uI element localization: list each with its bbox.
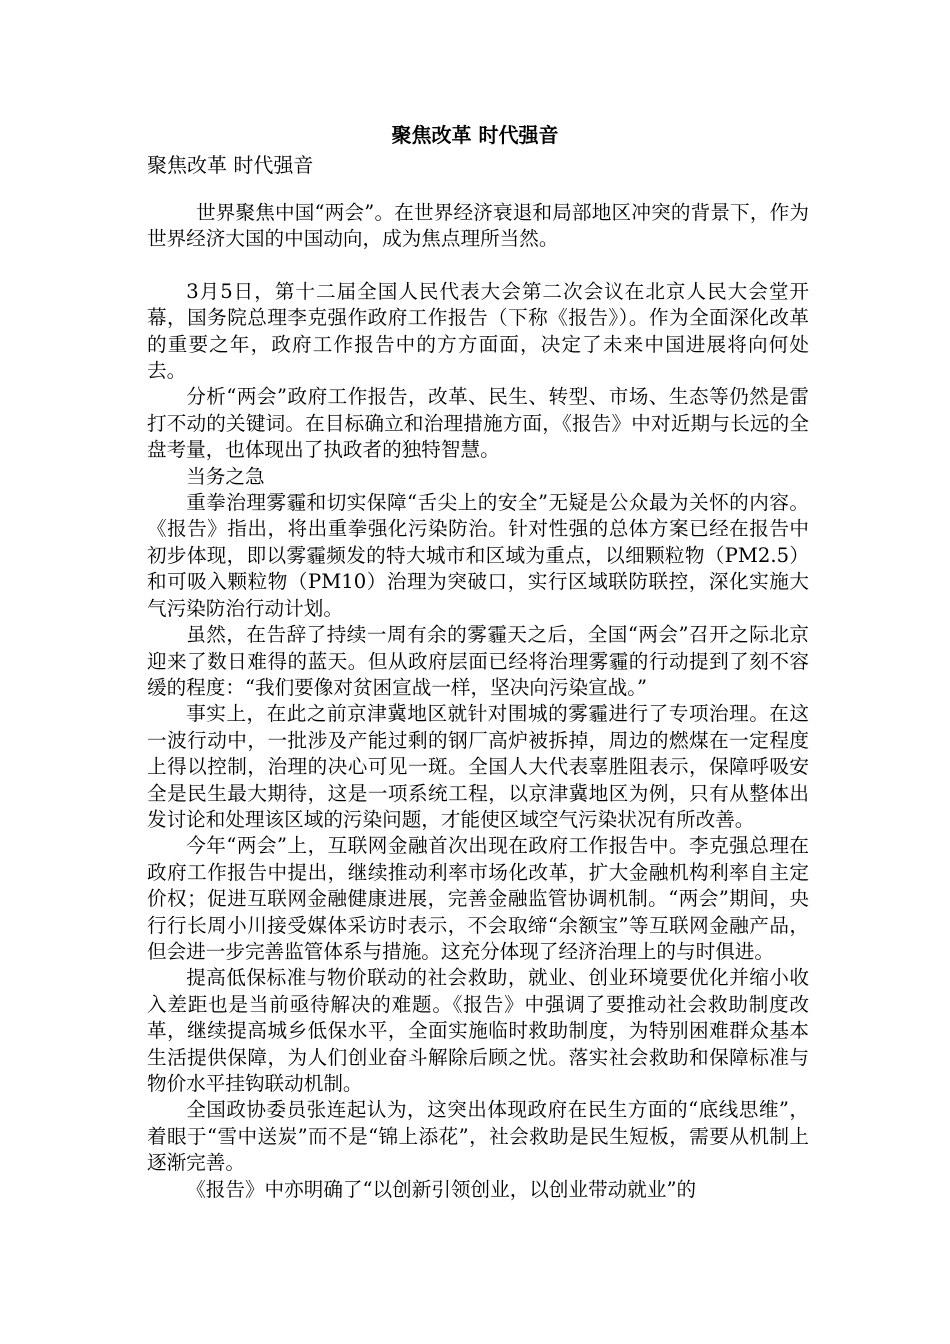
document-title: 聚焦改革 时代强音 <box>391 123 559 147</box>
paragraph: 分析“两会”政府工作报告，改革、民生、转型、市场、生态等仍然是雷打不动的关键词。在目标确立和治理措施方面，《报告》中对近期与长远的全盘考量，也体现出了执政者的独特智慧。 <box>147 385 809 462</box>
paragraph: 全国政协委员张连起认为，这突出体现政府在民生方面的“底线思维”，着眼于“雪中送炭”而不是“锦上添花”，社会救助是民生短板，需要从机制上逐渐完善。 <box>147 1098 809 1175</box>
paragraph: 今年“两会”上，互联网金融首次出现在政府工作报告中。李克强总理在政府工作报告中提出，继续推动利率市场化改革，扩大金融机构利率自主定价权；促进互联网金融健康进展，完善金融监管协调机制。“两会”期间，央行行长周小川接受媒体采访时表示，不会取缔“余额宝”等互联网金融产品，但会进一步完善监管体系与措施。这充分体现了经济治理上的与时俱进。 <box>147 834 809 963</box>
paragraph-intro: 世界聚焦中国“两会”。在世界经济衰退和局部地区冲突的背景下，作为世界经济大国的中国动向，成为焦点理所当然。 <box>147 201 809 251</box>
document-body <box>147 200 809 1203</box>
paragraph: 重拳治理雾霾和切实保障“舌尖上的安全”无疑是公众最为关怀的内容。《报告》指出，将出重拳强化污染防治。针对性强的总体方案已经在报告中初步体现，即以雾霾频发的特大城市和区域为重点，以细颗粒物（PM2.5）和可吸入颗粒物（PM10）治理为突破口，实行区域联防联控，深化实施大气污染防治行动计划。 <box>147 491 809 620</box>
paragraph: 提高低保标准与物价联动的社会救助，就业、创业环境要优化并缩小收入差距也是当前亟待解决的难题。《报告》中强调了要推动社会救助制度改革，继续提高城乡低保水平，全面实施临时救助制度，为特别困难群众基本生活提供保障，为人们创业奋斗解除后顾之忧。落实社会救助和保障标准与物价水平挂钩联动机制。 <box>147 966 809 1095</box>
paragraph-gap <box>147 253 809 279</box>
paragraph: 3月5日，第十二届全国人民代表大会第二次会议在北京人民大会堂开幕，国务院总理李克强作政府工作报告（下称《报告》）。作为全面深化改革的重要之年，政府工作报告中的方方面面，决定了未来中国进展将向何处去。 <box>147 279 809 383</box>
section-heading: 当务之急 <box>186 464 265 488</box>
paragraph: 《报告》中亦明确了“以创新引领创业，以创业带动就业”的 <box>186 1177 697 1201</box>
document-subtitle: 聚焦改革 时代强音 <box>147 153 314 177</box>
paragraph: 事实上，在此之前京津冀地区就针对围城的雾霾进行了专项治理。在这一波行动中，一批涉及产能过剩的钢厂高炉被拆掉，周边的燃煤在一定程度上得以控制，治理的决心可见一斑。全国人大代表辜胜阻表示，保障呼吸安全是民生最大期待，这是一项系统工程，以京津冀地区为例，只有从整体出发讨论和处理该区域的污染问题，才能使区域空气污染状况有所改善。 <box>147 702 809 831</box>
paragraph: 虽然，在告辞了持续一周有余的雾霾天之后，全国“两会”召开之际北京迎来了数日难得的蓝天。但从政府层面已经将治理雾霾的行动提到了刻不容缓的程度：“我们要像对贫困宣战一样，坚决向污染宣战。” <box>147 623 809 699</box>
